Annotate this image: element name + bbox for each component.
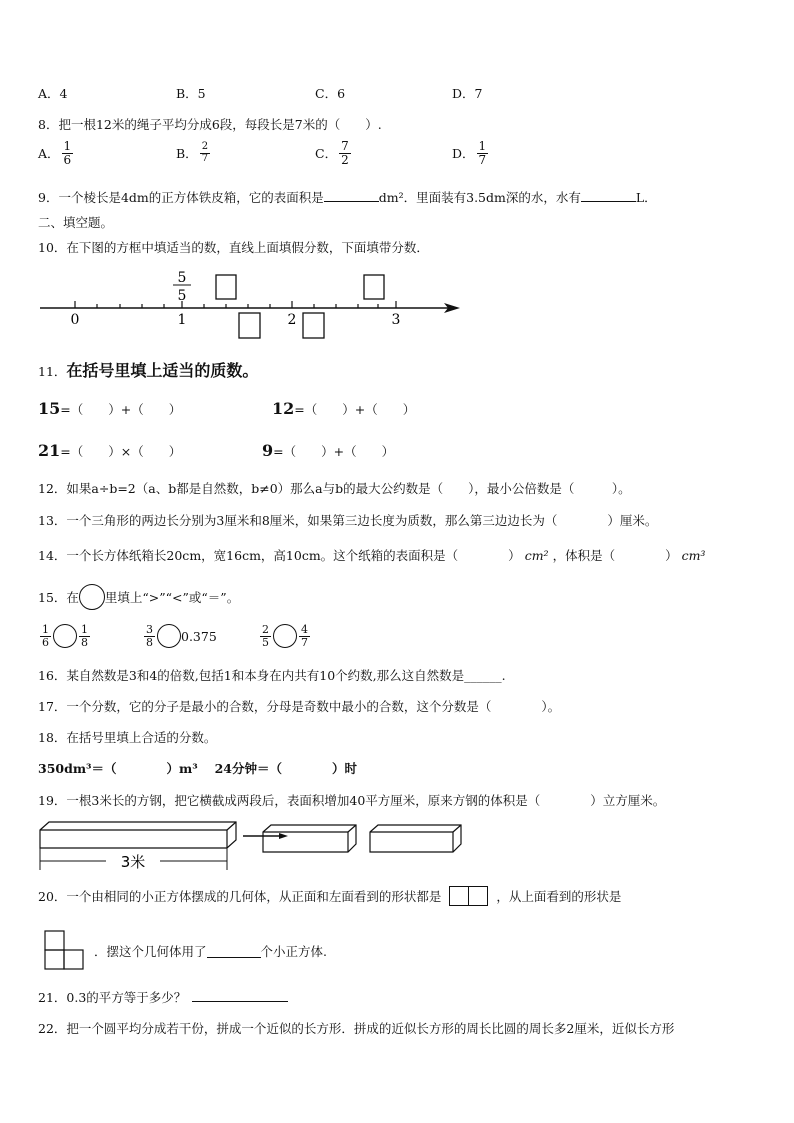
q21-blank[interactable]: [192, 1001, 288, 1002]
q8-c-fraction: [339, 140, 351, 166]
q20-part1: 20．一个由相同的小正方体摆成的几何体，从正面和左面看到的形状都是: [38, 889, 442, 904]
q8-a-den: 6: [63, 152, 72, 167]
q11-21: 21: [38, 441, 61, 460]
q8-text: 8．把一根12米的绳子平均分成6段，每段长是7米的（ ）.: [38, 117, 382, 132]
q17-text: 17．一个分数，它的分子是最小的合数，分母是奇数中最小的合数，这个分数是（ ）。: [38, 699, 561, 714]
q11-number: 11．: [38, 364, 67, 379]
q8-b-num: 2: [201, 141, 209, 152]
q8-option-a: [38, 140, 75, 166]
q11-21-eq[interactable]: =（ ）×（ ）: [60, 444, 182, 459]
q8-a-label: A．: [38, 146, 60, 162]
q11-row1-left: [38, 399, 181, 418]
q8-c-label: C．: [315, 146, 338, 162]
frac-above-1-num: 5: [177, 270, 187, 286]
c1b-num: 1: [81, 623, 88, 636]
q20-part3: ．摆这个几何体用了: [94, 944, 207, 959]
compare-circle-3[interactable]: [273, 624, 297, 648]
q8-b-fraction: [200, 142, 210, 164]
q15-part2: 里填上“>”“<”或“＝”。: [104, 590, 240, 605]
q8-option-b: [176, 142, 212, 164]
c1b-den: 8: [81, 635, 88, 649]
answer-box-below-1[interactable]: [239, 313, 260, 338]
circle-icon: [79, 584, 105, 610]
c3b-den: 7: [301, 635, 308, 649]
section-heading: 二、填空题。: [38, 215, 114, 230]
q7-option-a: A．4: [38, 86, 68, 101]
steel-bar-piece-2: [370, 825, 461, 852]
q11-12-eq[interactable]: =（ ）+（ ）: [294, 402, 416, 417]
q15-compare-3: [258, 624, 312, 648]
q11-row2-left: [38, 441, 181, 460]
q9-line: [38, 188, 657, 206]
q21-line: [38, 988, 288, 1006]
number-line-ticks: [75, 301, 396, 308]
q9-part1: 9．一个棱长是4dm的正方体铁皮箱，它的表面积是: [38, 190, 324, 205]
q8-b-label: B．: [176, 146, 198, 161]
c1a-den: 6: [42, 635, 49, 649]
steel-bar-piece-1: [263, 825, 356, 852]
c2-left-frac: [144, 624, 155, 648]
q21-text: 21．0.3的平方等于多少？: [38, 990, 187, 1005]
frac-above-1-den: 5: [177, 288, 187, 304]
q11-9: 9: [262, 441, 274, 460]
answer-box-above-2[interactable]: [364, 275, 384, 299]
q20-blank[interactable]: [207, 957, 261, 958]
q11-title: [38, 358, 258, 381]
q14-unit-area: cm²: [524, 548, 549, 563]
q8-c-den: 2: [341, 152, 349, 167]
q8-d-den: 7: [478, 152, 487, 167]
q11-12: 12: [272, 399, 295, 418]
q22-text: 22．把一个圆平均分成若干份，拼成一个近似的长方形．拼成的近似长方形的周长比圆的周长多2厘米，近似长方形: [38, 1021, 675, 1036]
top-view-shape-icon: [44, 930, 86, 970]
two-squares-icon: [449, 886, 488, 906]
q11-row2-right: [262, 441, 394, 460]
c3-left-frac: [260, 624, 271, 648]
q15-compare-1: [38, 624, 92, 648]
q9-blank1[interactable]: [324, 201, 379, 202]
q20-line1: [38, 886, 621, 906]
c1a-num: 1: [42, 623, 49, 636]
c3a-num: 2: [262, 623, 269, 636]
c3a-den: 5: [262, 635, 269, 649]
q10-number-line: [30, 262, 470, 342]
q8-b-den: 7: [201, 152, 209, 164]
q7-option-d: D．7: [452, 86, 483, 101]
q15-compare-2: [142, 624, 217, 648]
q16-text: 16．某自然数是3和4的倍数,包括1和本身在内共有10个约数,那么这自然数是______.: [38, 668, 506, 683]
tick-label-0: 0: [70, 312, 80, 328]
q8-d-fraction: [477, 140, 489, 166]
compare-circle-2[interactable]: [157, 624, 181, 648]
q8-c-num: 7: [341, 139, 349, 153]
c3-right-frac: [299, 624, 310, 648]
c2-num: 3: [146, 623, 153, 636]
q10-text: 10．在下图的方框中填适当的数，直线上面填假分数，下面填带分数．: [38, 240, 429, 255]
q8-d-label: D．: [452, 146, 475, 162]
q15-line: [38, 584, 239, 610]
c2-den: 8: [146, 635, 153, 649]
q15-part1: 15．在: [38, 590, 79, 605]
q11-15-eq[interactable]: =（ ）+（ ）: [60, 402, 182, 417]
q19-diagram: [36, 818, 466, 872]
steel-bar-whole: [40, 822, 236, 848]
compare-circle-1[interactable]: [53, 624, 77, 648]
q14-unit-volume: cm³: [681, 548, 706, 563]
q8-a-num: 1: [63, 139, 72, 153]
q18-line: 350dm³＝（ ）m³ 24分钟＝（ ）时: [38, 761, 357, 776]
q20-part4: 个小正方体.: [260, 944, 327, 959]
q9-blank2[interactable]: [581, 201, 636, 202]
c1-right-frac: [79, 624, 90, 648]
q13-text: 13．一个三角形的两边长分别为3厘米和8厘米，如果第三边长度为质数，那么第三边边长为（ ）厘米。: [38, 513, 658, 528]
q7-option-b: B．5: [176, 86, 206, 101]
q8-d-num: 1: [478, 139, 487, 153]
q20-line2: [44, 930, 327, 970]
q8-option-c: [315, 140, 353, 166]
q8-option-d: [452, 140, 490, 166]
q20-part2: ，从上面看到的形状是: [496, 889, 622, 904]
q14-part2: ，体积是（ ）: [552, 548, 678, 563]
q7-option-c: C．6: [315, 86, 346, 101]
q18-title: 18．在括号里填上合适的分数。: [38, 730, 217, 745]
q14-line: [38, 546, 705, 564]
tick-label-2: 2: [287, 312, 297, 328]
answer-box-above-1[interactable]: [216, 275, 236, 299]
answer-box-below-2[interactable]: [303, 313, 324, 338]
q12-text: 12．如果a÷b=2（a、b都是自然数，b≠0）那么a与b的最大公约数是（ ），最小公倍数是（ ）。: [38, 481, 631, 496]
tick-label-3: 3: [391, 312, 401, 328]
q14-part1: 14．一个长方体纸箱长20cm，宽16cm，高10cm。这个纸箱的表面积是（ ）: [38, 548, 521, 563]
q11-15: 15: [38, 399, 61, 418]
q11-9-eq[interactable]: =（ ）+（ ）: [273, 444, 395, 459]
c3b-num: 4: [301, 623, 308, 636]
q19-text: 19．一根3米长的方钢，把它横截成两段后，表面积增加40平方厘米，原来方钢的体积是（ ）立方厘米。: [38, 793, 666, 808]
q11-title-text: 在括号里填上适当的质数。: [66, 361, 259, 380]
c1-left-frac: [40, 624, 51, 648]
tick-label-1: 1: [177, 312, 187, 328]
q9-part2: dm²．里面装有3.5dm深的水，水有: [378, 190, 581, 205]
length-label: 3米: [120, 853, 146, 871]
q8-a-fraction: [62, 140, 74, 166]
q9-part3: L．: [635, 190, 657, 205]
c2-right: 0.375: [181, 628, 217, 644]
q11-row1-right: [272, 399, 415, 418]
